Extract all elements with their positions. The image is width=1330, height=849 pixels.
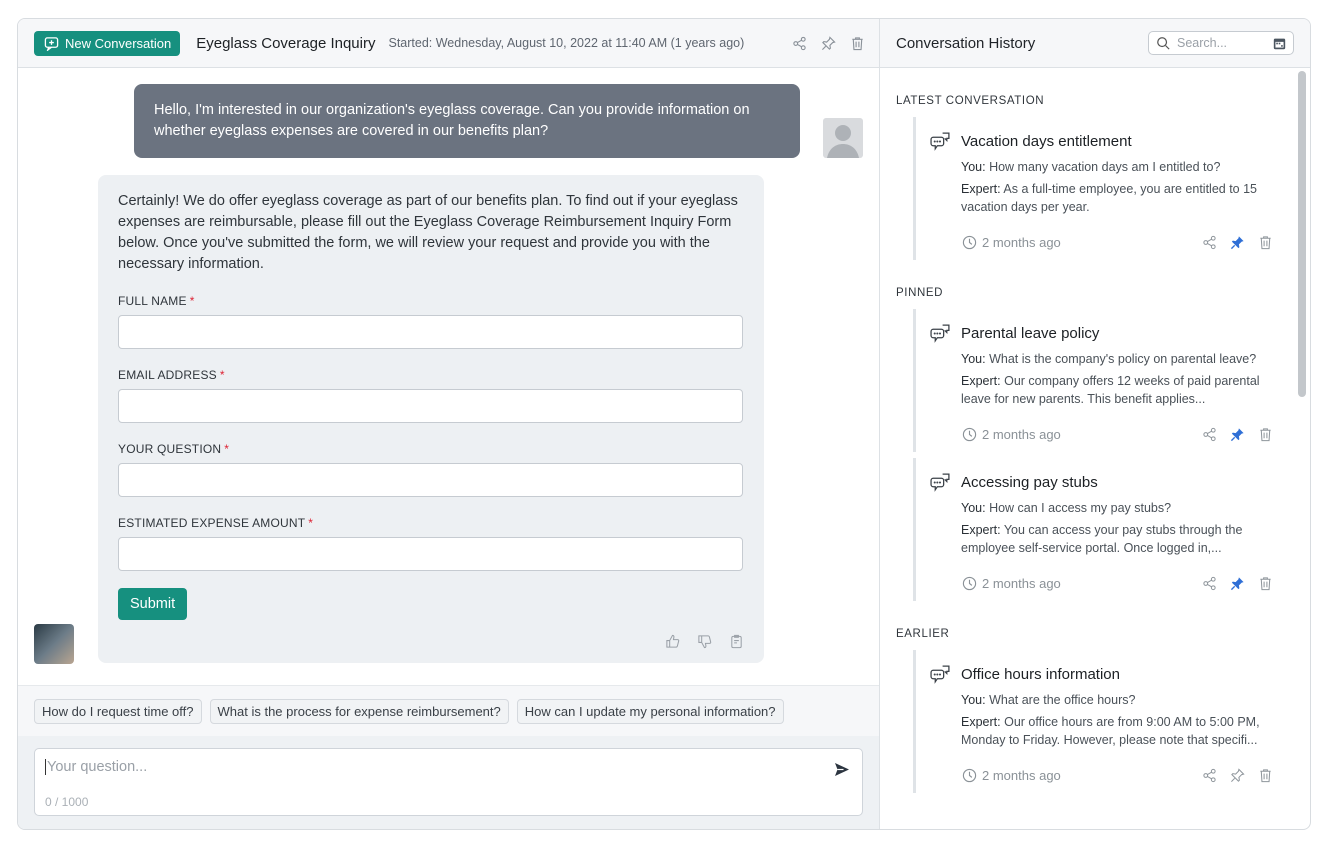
- conversation-icon: [930, 472, 951, 493]
- history-item-title: Vacation days entitlement: [961, 133, 1132, 150]
- history-item-you: You: What are the office hours?: [961, 693, 1136, 707]
- trash-icon[interactable]: [1257, 767, 1273, 783]
- new-conversation-label: New Conversation: [65, 35, 172, 51]
- char-count: 0 / 1000: [45, 795, 89, 809]
- conversation-title: Eyeglass Coverage Inquiry: [196, 34, 376, 52]
- history-item[interactable]: [913, 650, 1279, 793]
- conversation-icon: [930, 131, 951, 152]
- pin-icon[interactable]: [1229, 575, 1245, 591]
- conversation-icon: [930, 664, 951, 685]
- share-icon[interactable]: [1201, 234, 1217, 250]
- pin-icon[interactable]: [1229, 767, 1245, 783]
- clipboard-icon[interactable]: [728, 633, 744, 649]
- thumbs-up-icon[interactable]: [664, 633, 680, 649]
- share-icon[interactable]: [1201, 575, 1217, 591]
- trash-icon[interactable]: [1257, 575, 1273, 591]
- trash-icon[interactable]: [1257, 234, 1273, 250]
- history-item-expert: Expert: Our office hours are from 9:00 AM to 5:00 PM, Monday to Friday. However, please note that specifi...: [961, 715, 1260, 747]
- section-label: PINNED: [896, 287, 944, 299]
- section-label: EARLIER: [896, 628, 950, 640]
- user-avatar: [823, 118, 863, 158]
- history-item-title: Parental leave policy: [961, 325, 1100, 342]
- suggestion-chip[interactable]: How do I request time off?: [34, 699, 202, 724]
- history-item-expert: Expert: You can access your pay stubs through the employee self-service portal. Once logged in,...: [961, 523, 1243, 555]
- history-item[interactable]: [913, 117, 1279, 260]
- send-icon[interactable]: [834, 761, 850, 777]
- user-message: Hello, I'm interested in our organization's eyeglass coverage. Can you provide information on whether eyeglass expenses are covered in our benefits plan?: [134, 84, 800, 158]
- search-icon: [1155, 35, 1171, 51]
- search-placeholder: Search...: [1177, 36, 1228, 50]
- suggestion-chip[interactable]: What is the process for expense reimbursement?: [210, 699, 509, 724]
- full-name-label: FULL NAME *: [118, 294, 195, 308]
- history-item-time: 2 months ago: [961, 575, 1279, 591]
- chat-pane: [18, 19, 880, 829]
- expense-amount-label: ESTIMATED EXPENSE AMOUNT *: [118, 516, 314, 530]
- history-item-time: 2 months ago: [961, 234, 1279, 250]
- pin-icon[interactable]: [1229, 426, 1245, 442]
- message-list: [18, 68, 879, 685]
- history-item-you: You: What is the company's policy on parental leave?: [961, 352, 1257, 366]
- history-item-time: 2 months ago: [961, 426, 1279, 442]
- history-item[interactable]: [913, 458, 1279, 601]
- composer: [18, 736, 879, 829]
- trash-icon[interactable]: [849, 35, 865, 51]
- pin-icon[interactable]: [820, 35, 836, 51]
- history-list: [880, 68, 1310, 829]
- history-item-you: You: How can I access my pay stubs?: [961, 501, 1172, 515]
- email-label: EMAIL ADDRESS *: [118, 368, 225, 382]
- conversation-icon: [930, 323, 951, 344]
- question-input[interactable]: [118, 463, 743, 497]
- full-name-input[interactable]: [118, 315, 743, 349]
- question-label: YOUR QUESTION *: [118, 442, 230, 456]
- history-item-expert: Expert: As a full-time employee, you are entitled to 15 vacation days per year.: [961, 182, 1258, 214]
- started-timestamp: Started: Wednesday, August 10, 2022 at 11:40 AM (1 years ago): [388, 36, 745, 50]
- history-item-title: Office hours information: [961, 666, 1120, 683]
- history-item-you: You: How many vacation days am I entitled to?: [961, 160, 1221, 174]
- email-input[interactable]: [118, 389, 743, 423]
- submit-button[interactable]: Submit: [118, 588, 187, 620]
- question-placeholder: Your question...: [47, 759, 148, 775]
- new-conversation-button[interactable]: [34, 31, 180, 56]
- chat-plus-icon: [43, 35, 59, 51]
- clock-icon: [961, 234, 977, 250]
- assistant-message-text: Certainly! We do offer eyeglass coverage as part of our benefits plan. To find out if your eyeglass expenses are reimbursable, please fill out the Eyeglass Coverage Reimbursement Inquiry Form below. Once you've submitted the form, we will review your request and provide you with the necessary information.: [118, 193, 738, 272]
- chat-header: [18, 19, 879, 68]
- history-title: Conversation History: [896, 34, 1036, 52]
- pin-icon[interactable]: [1229, 234, 1245, 250]
- history-search[interactable]: [1148, 31, 1294, 55]
- history-item-expert: Expert: Our company offers 12 weeks of paid parental leave for new parents. This benefit applies...: [961, 374, 1260, 406]
- history-pane: [880, 19, 1310, 829]
- share-icon[interactable]: [791, 35, 807, 51]
- history-item-title: Accessing pay stubs: [961, 474, 1098, 491]
- share-icon[interactable]: [1201, 426, 1217, 442]
- expense-amount-input[interactable]: [118, 537, 743, 571]
- thumbs-down-icon[interactable]: [696, 633, 712, 649]
- scrollbar[interactable]: [1298, 71, 1306, 397]
- share-icon[interactable]: [1201, 767, 1217, 783]
- trash-icon[interactable]: [1257, 426, 1273, 442]
- app-frame: [17, 18, 1311, 830]
- suggestion-chip[interactable]: How can I update my personal information?: [517, 699, 784, 724]
- history-header: [880, 19, 1310, 68]
- section-label: LATEST CONVERSATION: [896, 95, 1045, 107]
- assistant-message: [98, 175, 764, 663]
- clock-icon: [961, 767, 977, 783]
- assistant-avatar: [34, 624, 74, 664]
- history-item-time: 2 months ago: [961, 767, 1279, 783]
- suggestion-bar: [18, 685, 879, 736]
- calendar-icon[interactable]: [1271, 35, 1287, 51]
- question-textarea[interactable]: [34, 748, 863, 816]
- history-item[interactable]: [913, 309, 1279, 452]
- clock-icon: [961, 575, 977, 591]
- clock-icon: [961, 426, 977, 442]
